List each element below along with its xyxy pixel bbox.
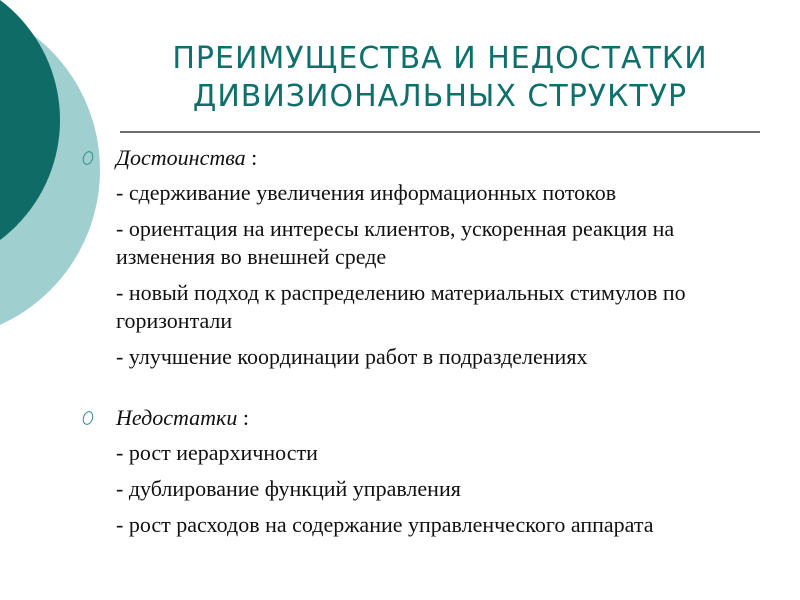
heading-text: Недостатки — [116, 405, 238, 430]
section-advantages — [80, 145, 770, 371]
list-item: - ориентация на интересы клиентов, ускоренная реакция на изменения во внешней среде — [116, 216, 675, 269]
title-divider — [120, 131, 760, 133]
section-heading — [116, 145, 770, 171]
list-item: - дублирование функций управления — [116, 476, 461, 501]
slide-body — [80, 145, 770, 539]
title-line-2: ДИВИЗИОНАЛЬНЫХ СТРУКТУР — [192, 79, 688, 114]
bullet-icon — [81, 410, 95, 427]
list-item: - рост иерархичности — [116, 440, 318, 465]
section-heading — [116, 405, 770, 431]
section-disadvantages — [80, 405, 770, 539]
heading-colon: : — [245, 145, 258, 170]
heading-text: Достоинства — [116, 145, 246, 170]
list-item: - новый подход к распределению материальных стимулов по горизонтали — [116, 280, 686, 333]
list-item: - улучшение координации работ в подразделениях — [116, 344, 588, 369]
heading-colon: : — [237, 405, 249, 430]
slide-title — [110, 40, 770, 116]
list-item: - сдерживание увеличения информационных потоков — [116, 180, 617, 205]
list-item: - рост расходов на содержание управленческого аппарата — [116, 512, 654, 537]
bullet-icon — [81, 150, 95, 167]
title-line-1: ПРЕИМУЩЕСТВА И НЕДОСТАТКИ — [172, 41, 708, 76]
